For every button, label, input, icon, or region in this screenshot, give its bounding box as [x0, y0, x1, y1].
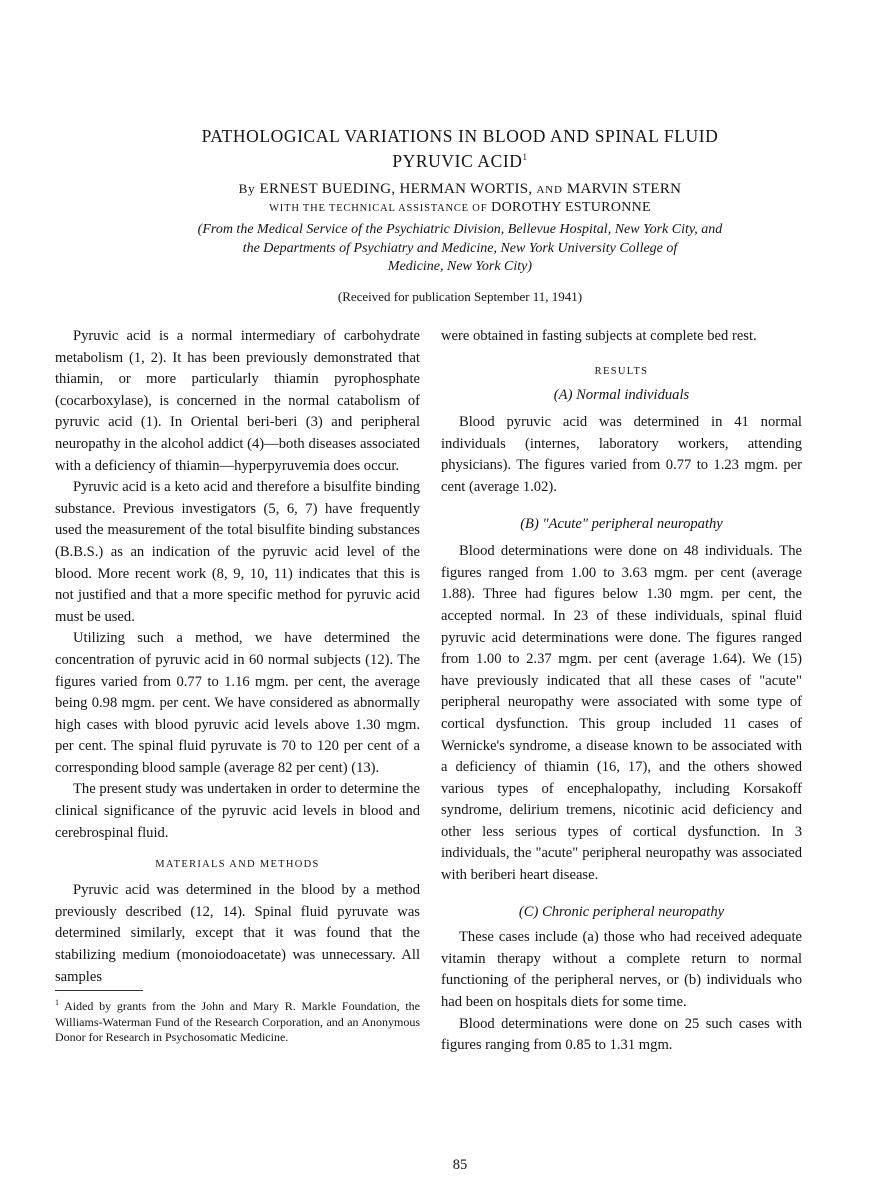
paragraph-method: Utilizing such a method, we have determined the concentration of pyruvic acid in 60 normal subjects (12). The figures varied from 0.77 to 1.16 mgm. per cent, the average being 0.98 mgm. per cent. We have considered as abnormally high cases with blood pyruvic acid levels above 1.30 mgm. per cent. The spinal fluid pyruvate is 70 to 120 per cent of a corresponding blood sample (average 82 per cent) (13).: [55, 630, 420, 776]
affiliation-line-3: Medicine, New York City): [387, 259, 533, 274]
right-column: [441, 326, 802, 1057]
paragraph-chronic-1: These cases include (a) those who had received adequate vitamin therapy without a complete return to normal functioning of the peripheral nerves, or (b) individuals who had been on hospitals diets for some time.: [441, 929, 802, 1011]
section-heading-results: RESULTS: [594, 365, 649, 377]
author-and: AND: [536, 184, 563, 196]
author-line: [60, 180, 860, 199]
section-heading-materials: MATERIALS AND METHODS: [155, 859, 320, 871]
footnote: [55, 995, 420, 1046]
subheading-chronic: (C) Chronic peripheral neuropathy: [518, 903, 725, 920]
footnote-mark: 1: [55, 998, 59, 1008]
paragraph-normal: Blood pyruvic acid was determined in 41 normal individuals (internes, laboratory workers, attending physicians). The figures varied from 0.77 to 1.23 mgm. per cent (average 1.02).: [441, 414, 802, 495]
title-line-1: PATHOLOGICAL VARIATIONS IN BLOOD AND SPINAL FLUID: [201, 126, 719, 146]
title-line-2: [60, 147, 860, 172]
paragraph-intro: Pyruvic acid is a normal intermediary of carbohydrate metabolism (1, 2). It has been previously demonstrated that thiamin, or more particularly thiamin pyrophosphate (cocarboxylase), is concerned in the normal catabolism of pyruvic acid (1). In Oriental beri-beri (3) and peripheral neuropathy in the alcohol addict (4)—both diseases associated with a deficiency of thiamin—hyperpyruvemia does occur.: [55, 328, 420, 474]
author-names-b: MARVIN STERN: [566, 181, 682, 197]
subheading-normal: (A) Normal individuals: [553, 386, 690, 403]
assistance-prefix: WITH THE TECHNICAL ASSISTANCE OF: [269, 203, 488, 214]
author-by: By: [238, 181, 256, 196]
left-column: [55, 326, 420, 1046]
affiliation-line-2: the Departments of Psychiatry and Medicine, New York University College of: [242, 240, 678, 256]
title-line-2-text: PYRUVIC ACID: [392, 150, 523, 171]
footnote-rule: [55, 990, 143, 991]
paragraph-purpose: The present study was undertaken in order to determine the clinical significance of the pyruvic acid levels in blood and cerebrospinal fluid.: [55, 781, 420, 841]
subheading-acute: (B) "Acute" peripheral neuropathy: [520, 515, 723, 532]
page-number: 85: [452, 1157, 468, 1173]
assistance-line: [60, 199, 860, 218]
assistant-name: DOROTHY ESTURONNE: [491, 200, 651, 215]
paragraph-acute: Blood determinations were done on 48 individuals. The figures ranged from 1.00 to 3.63 mgm. per cent (average 1.88). Three had figures below 1.30 mgm. per cent, the accepted normal. In 23 of these individuals, spinal fluid pyruvic acid determinations were done. The figures ranged from 1.00 to 2.37 mgm. per cent (average 1.64). We (15) have previously indicated that all these cases of "acute" peripheral neuropathy were associated with some type of cortical dysfunction. This group included 11 cases of Wernicke's syndrome, a disease known to be associated with a deficiency of thiamin (16, 17), and the others showed various types of encephalopathy, including Korsakoff syndrome, delirium tremens, nicotinic acid deficiency and other less serious types of cortical dysfunction. In 3 individuals, the "acute" peripheral neuropathy was associated with beriberi heart disease.: [441, 543, 802, 884]
affiliation-line-1: (From the Medical Service of the Psychiatric Division, Bellevue Hospital, New York City, and: [197, 222, 723, 237]
paragraph-keto-acid: Pyruvic acid is a keto acid and therefore a bisulfite binding substance. Previous investigators (5, 6, 7) have frequently used the measurement of the total bisulfite binding substances (B.B.S.) as an indication of the pyruvic acid level of the blood. More recent work (8, 9, 10, 11) indicates that this is not justified and that a more specific method for pyruvic acid must be used.: [55, 479, 420, 625]
affiliation: [150, 221, 770, 277]
paragraph-materials: Pyruvic acid was determined in the blood by a method previously described (12, 14). Spinal fluid pyruvate was determined similarly, except that it was found that the stabilizing medium (monoiodoacetate) was unnecessary. All samples: [55, 882, 420, 985]
paragraph-samples-cont: were obtained in fasting subjects at complete bed rest.: [441, 328, 757, 344]
author-names-a: ERNEST BUEDING, HERMAN WORTIS,: [259, 181, 533, 197]
paragraph-chronic-2: Blood determinations were done on 25 such cases with figures ranging from 0.85 to 1.31 mgm.: [441, 1015, 802, 1054]
received-date: (Received for publication September 11, 1941): [337, 289, 583, 304]
title-footnote-mark: 1: [522, 152, 528, 162]
footnote-text: Aided by grants from the John and Mary R. Markle Foundation, the Williams-Waterman Fund of the Research Corporation, and an Anonymous Donor for Research in Psychosomatic Medicine.: [55, 999, 420, 1045]
article-title: [60, 126, 860, 172]
